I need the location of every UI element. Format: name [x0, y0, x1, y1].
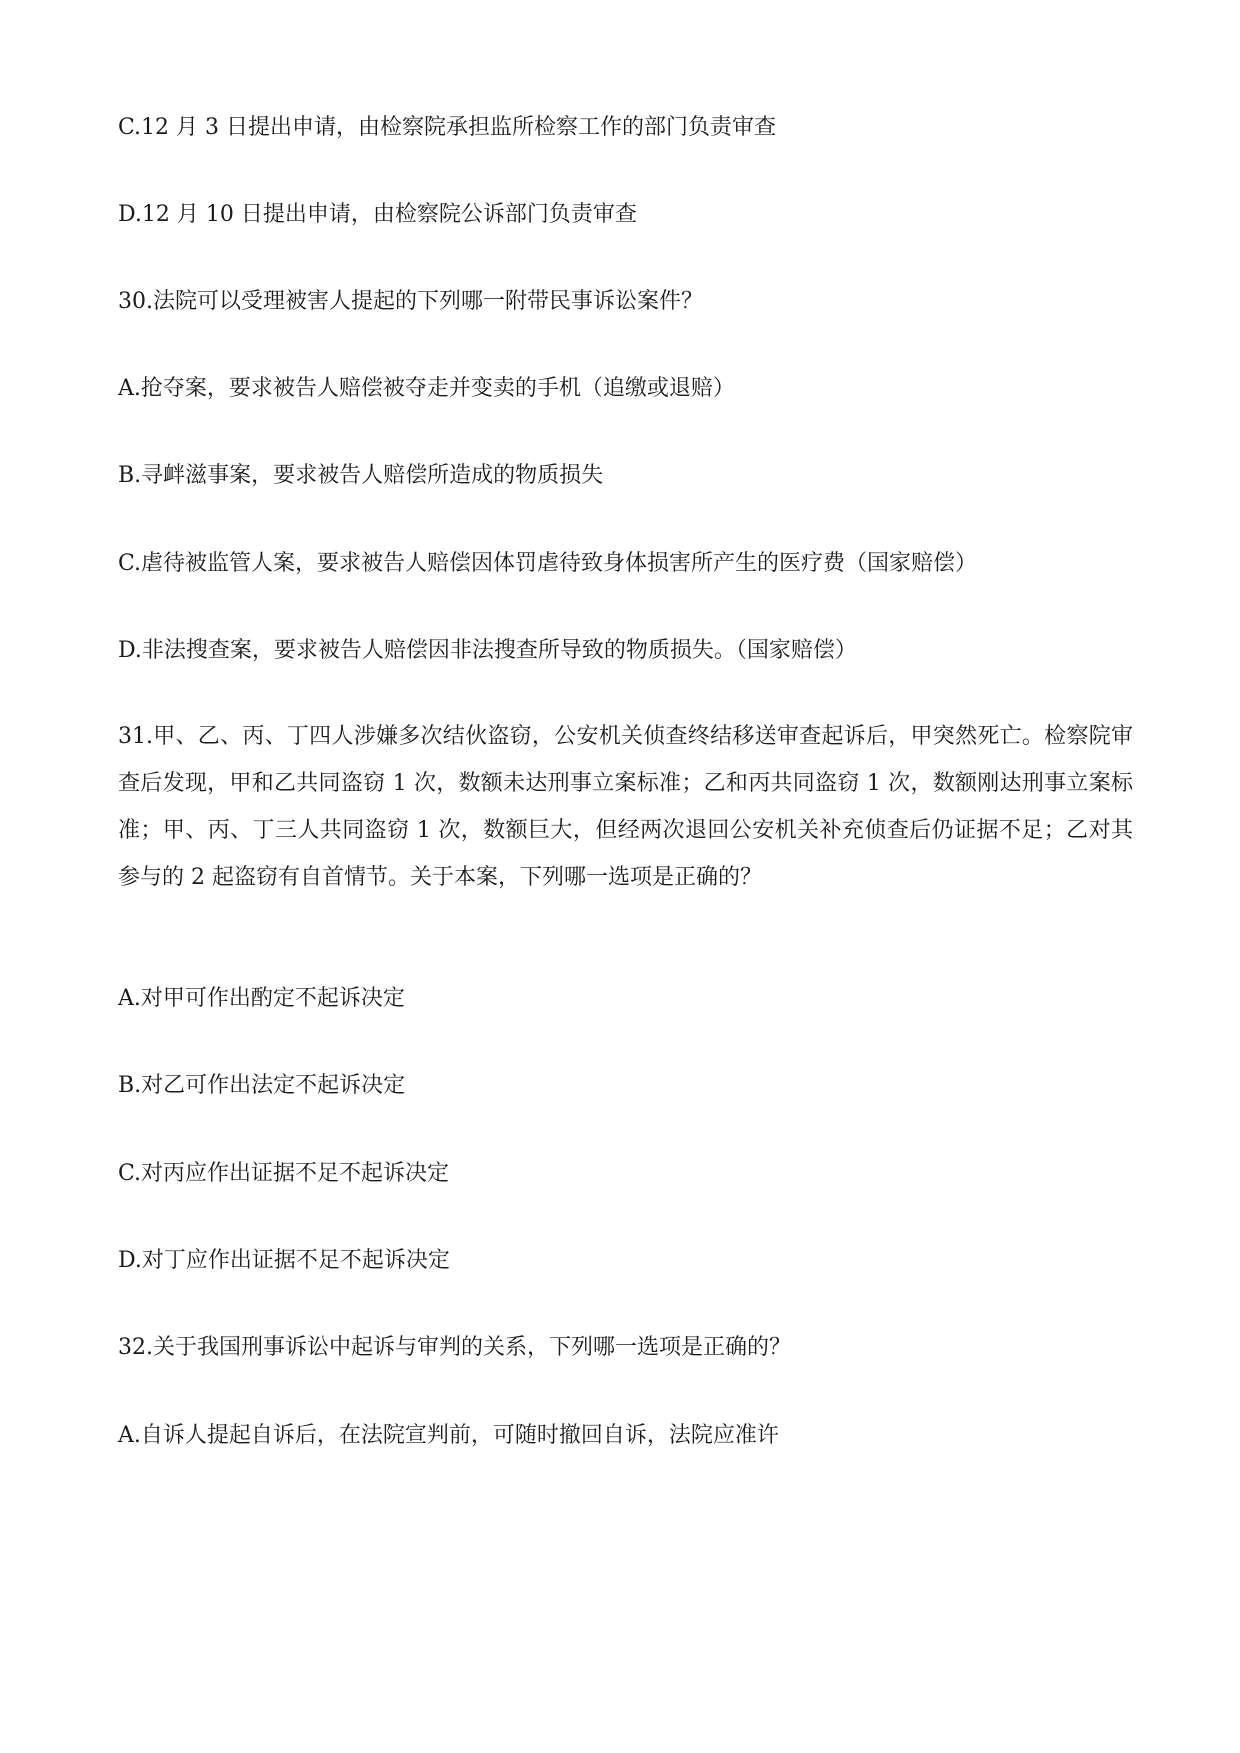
question-32: 32.关于我国刑事诉讼中起诉与审判的关系，下列哪一选项是正确的？ [118, 1335, 791, 1360]
option-a-q32: A.自诉人提起自诉后，在法院宣判前，可随时撤回自诉，法院应准许 [118, 1423, 779, 1448]
option-a-q30: A.抢夺案，要求被告人赔偿被夺走并变卖的手机（追缴或退赔） [118, 376, 735, 401]
option-d-q31: D.对丁应作出证据不足不起诉决定 [118, 1248, 450, 1273]
option-c-q30: C.虐待被监管人案，要求被告人赔偿因体罚虐待致身体损害所产生的医疗费（国家赔偿） [118, 551, 978, 576]
option-b-q30: B.寻衅滋事案，要求被告人赔偿所造成的物质损失 [118, 463, 604, 488]
option-d-q29: D.12 月 10 日提出申请，由检察院公诉部门负责审查 [118, 202, 637, 227]
option-c-q31: C.对丙应作出证据不足不起诉决定 [118, 1161, 450, 1186]
option-a-q31: A.对甲可作出酌定不起诉决定 [118, 986, 405, 1011]
option-b-q31: B.对乙可作出法定不起诉决定 [118, 1073, 406, 1098]
option-d-q30: D.非法搜查案，要求被告人赔偿因非法搜查所导致的物质损失。（国家赔偿） [118, 638, 857, 663]
question-30: 30.法院可以受理被害人提起的下列哪一附带民事诉讼案件？ [118, 289, 703, 314]
question-31: 31.甲、乙、丙、丁四人涉嫌多次结伙盗窃，公安机关侦查终结移送审查起诉后，甲突然死亡。检察院审查后发现，甲和乙共同盗窃 1 次，数额未达刑事立案标准；乙和丙共同盗窃 1 次，数额刚达刑事立案标准；甲、丙、丁三人共同盗窃 1 次，数额巨大，但经两次退回公安机关补充侦查后仍证据不足；乙对其参与的 2 起盗窃有自首情节。关于本案，下列哪一选项是正确的？ [118, 724, 1133, 890]
option-c-q29: C.12 月 3 日提出申请，由检察院承担监所检察工作的部门负责审查 [118, 115, 777, 140]
